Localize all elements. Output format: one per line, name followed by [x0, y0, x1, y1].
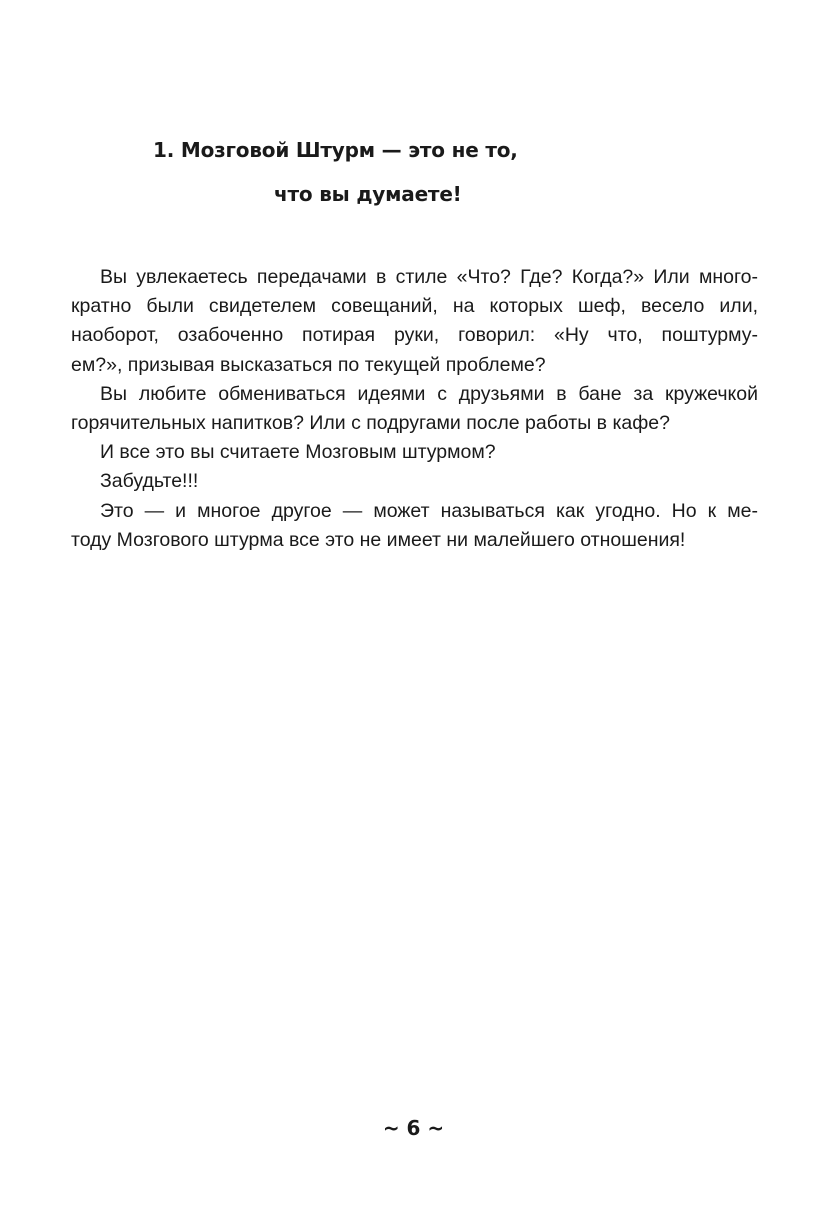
paragraph-line: И все это вы считаете Мозговым штурмом? — [100, 441, 496, 464]
paragraph-line: Вы увлекаетесь передачами в стиле «Что? Где? Когда?» Или много- — [100, 266, 758, 288]
paragraph-line: Это — и многое другое — может называться как угодно. Но к ме- — [100, 499, 758, 522]
body-text — [71, 263, 758, 555]
paragraph-line: Вы любите обмениваться идеями с друзьями в бане за кружечкой — [100, 382, 758, 405]
paragraph-line: тоду Мозгового штурма все это не имеет ни малейшего отношения! — [71, 528, 686, 551]
paragraph-line: горячительных напитков? Или с подругами после работы в кафе? — [71, 411, 670, 434]
paragraph-line: ем?», призывая высказаться по текущей проблеме? — [71, 353, 546, 376]
paragraph-line: Забудьте!!! — [100, 470, 199, 493]
chapter-title-line-1: 1. Мозговой Штурм — это не то, — [153, 138, 518, 162]
chapter-title-line-2: что вы думаете! — [274, 182, 462, 206]
chapter-title — [0, 128, 827, 216]
paragraph-line: наоборот, озабоченно потирая руки, говорил: «Ну что, поштурму- — [71, 324, 758, 347]
paragraph-line: кратно были свидетелем совещаний, на которых шеф, весело или, — [71, 295, 758, 318]
page-number: ~ 6 ~ — [382, 1116, 445, 1140]
